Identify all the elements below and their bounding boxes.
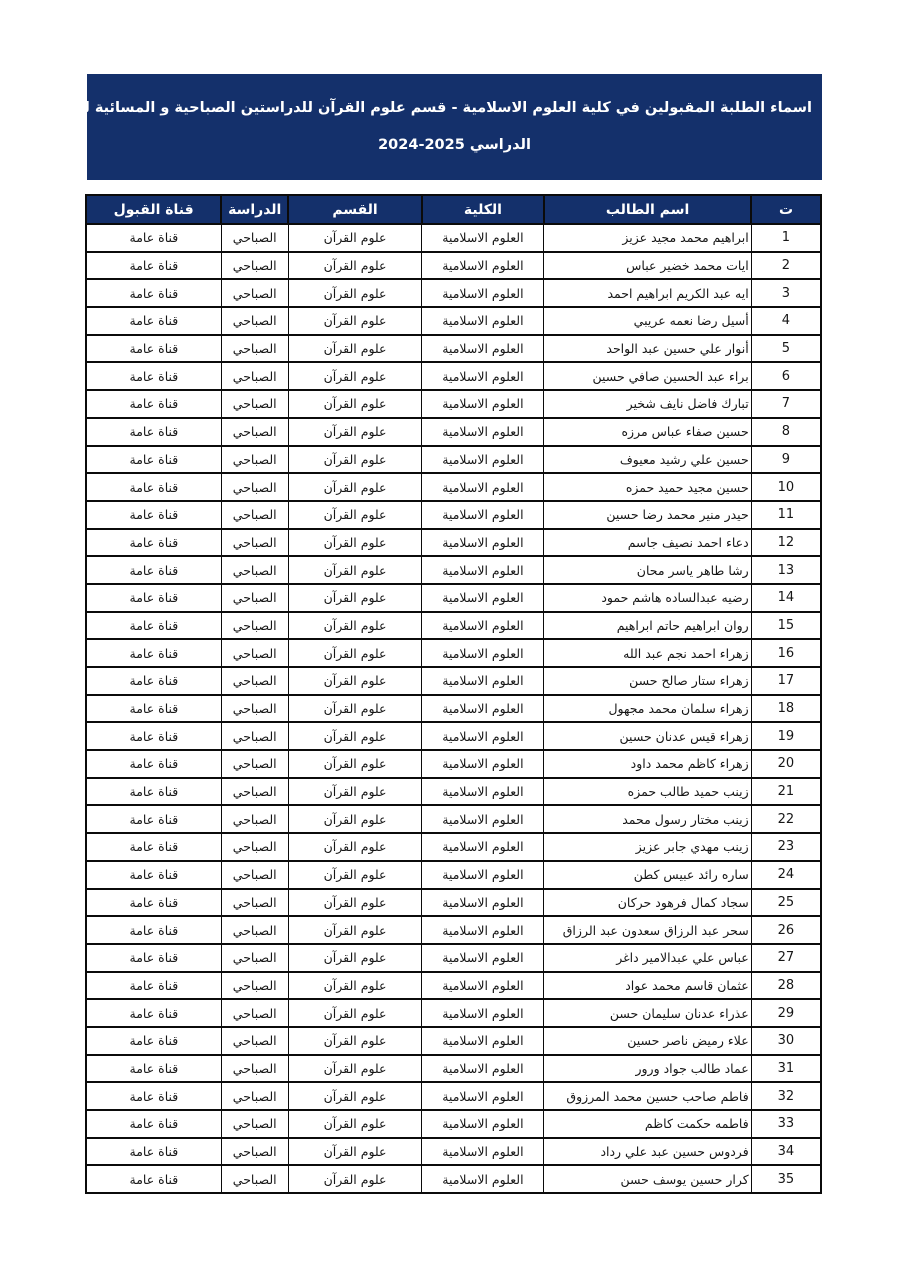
cell-no: 2 (751, 252, 821, 280)
cell-study: الصباحي (221, 833, 288, 861)
cell-dept: علوم القرآن (288, 972, 422, 1000)
cell-channel: قناة عامة (86, 695, 221, 723)
cell-study: الصباحي (221, 667, 288, 695)
table-row (86, 556, 821, 584)
table-row (86, 722, 821, 750)
cell-dept: علوم القرآن (288, 667, 422, 695)
cell-dept: علوم القرآن (288, 1055, 422, 1083)
cell-name: رضيه عبدالساده هاشم حمود (544, 584, 751, 612)
cell-no: 32 (751, 1082, 821, 1110)
cell-dept: علوم القرآن (288, 252, 422, 280)
cell-college: العلوم الاسلامية (422, 279, 544, 307)
cell-college: العلوم الاسلامية (422, 861, 544, 889)
cell-college: العلوم الاسلامية (422, 1165, 544, 1193)
cell-study: الصباحي (221, 1165, 288, 1193)
table-row (86, 972, 821, 1000)
cell-name: زهراء قيس عدنان حسين (544, 722, 751, 750)
cell-name: دعاء احمد نصيف جاسم (544, 529, 751, 557)
cell-no: 7 (751, 390, 821, 418)
cell-dept: علوم القرآن (288, 889, 422, 917)
table-row (86, 916, 821, 944)
cell-name: حيدر منير محمد رضا حسين (544, 501, 751, 529)
cell-channel: قناة عامة (86, 362, 221, 390)
cell-name: رشا طاهر ياسر محان (544, 556, 751, 584)
table-row (86, 224, 821, 252)
cell-name: زينب مختار رسول محمد (544, 805, 751, 833)
cell-name: سجاد كمال فرهود حركان (544, 889, 751, 917)
cell-name: علاء رميض ناصر حسين (544, 1027, 751, 1055)
cell-no: 14 (751, 584, 821, 612)
cell-study: الصباحي (221, 722, 288, 750)
cell-name: كرار حسين يوسف حسن (544, 1165, 751, 1193)
table-row (86, 529, 821, 557)
cell-study: الصباحي (221, 279, 288, 307)
cell-study: الصباحي (221, 362, 288, 390)
cell-study: الصباحي (221, 1138, 288, 1166)
cell-name: حسين مجيد حميد حمزه (544, 473, 751, 501)
cell-channel: قناة عامة (86, 999, 221, 1027)
table-row (86, 639, 821, 667)
cell-dept: علوم القرآن (288, 722, 422, 750)
table-row (86, 695, 821, 723)
cell-channel: قناة عامة (86, 944, 221, 972)
table-row (86, 944, 821, 972)
cell-study: الصباحي (221, 418, 288, 446)
cell-name: عباس علي عبدالامير داغر (544, 944, 751, 972)
cell-channel: قناة عامة (86, 1027, 221, 1055)
cell-college: العلوم الاسلامية (422, 778, 544, 806)
cell-name: ساره رائد عبيس كطن (544, 861, 751, 889)
column-header-college: الكلية (422, 195, 544, 224)
cell-college: العلوم الاسلامية (422, 999, 544, 1027)
table-row (86, 750, 821, 778)
cell-college: العلوم الاسلامية (422, 833, 544, 861)
cell-name: فاطم صاحب حسين محمد المرزوق (544, 1082, 751, 1110)
cell-dept: علوم القرآن (288, 307, 422, 335)
table-row (86, 279, 821, 307)
document-title-line-1: اسماء الطلبة المقبولين في كلية العلوم الاسلامية - قسم علوم القرآن للدراستين الصباحية و المسائية للعام (54, 100, 812, 116)
cell-study: الصباحي (221, 612, 288, 640)
cell-name: زهراء ستار صالح حسن (544, 667, 751, 695)
cell-no: 18 (751, 695, 821, 723)
table-row (86, 362, 821, 390)
cell-study: الصباحي (221, 778, 288, 806)
cell-study: الصباحي (221, 1082, 288, 1110)
cell-name: عماد طالب جواد ورور (544, 1055, 751, 1083)
cell-study: الصباحي (221, 999, 288, 1027)
cell-college: العلوم الاسلامية (422, 972, 544, 1000)
cell-study: الصباحي (221, 916, 288, 944)
cell-channel: قناة عامة (86, 1165, 221, 1193)
table-row (86, 999, 821, 1027)
cell-no: 30 (751, 1027, 821, 1055)
cell-college: العلوم الاسلامية (422, 529, 544, 557)
cell-no: 12 (751, 529, 821, 557)
cell-no: 20 (751, 750, 821, 778)
cell-dept: علوم القرآن (288, 335, 422, 363)
table-row (86, 889, 821, 917)
column-header-study: الدراسة (221, 195, 288, 224)
cell-college: العلوم الاسلامية (422, 1082, 544, 1110)
cell-dept: علوم القرآن (288, 1082, 422, 1110)
cell-dept: علوم القرآن (288, 446, 422, 474)
cell-name: ابراهيم محمد مجيد عزيز (544, 224, 751, 252)
cell-college: العلوم الاسلامية (422, 805, 544, 833)
cell-channel: قناة عامة (86, 861, 221, 889)
cell-study: الصباحي (221, 473, 288, 501)
cell-no: 23 (751, 833, 821, 861)
cell-dept: علوم القرآن (288, 1027, 422, 1055)
cell-channel: قناة عامة (86, 279, 221, 307)
cell-college: العلوم الاسلامية (422, 1110, 544, 1138)
cell-college: العلوم الاسلامية (422, 252, 544, 280)
cell-no: 10 (751, 473, 821, 501)
cell-no: 21 (751, 778, 821, 806)
cell-no: 4 (751, 307, 821, 335)
cell-name: براء عبد الحسين صافي حسين (544, 362, 751, 390)
cell-college: العلوم الاسلامية (422, 889, 544, 917)
cell-study: الصباحي (221, 944, 288, 972)
cell-channel: قناة عامة (86, 833, 221, 861)
cell-no: 27 (751, 944, 821, 972)
table-row (86, 335, 821, 363)
table-row (86, 833, 821, 861)
table-row (86, 390, 821, 418)
cell-channel: قناة عامة (86, 1138, 221, 1166)
table-row (86, 446, 821, 474)
cell-dept: علوم القرآن (288, 362, 422, 390)
cell-no: 1 (751, 224, 821, 252)
cell-channel: قناة عامة (86, 722, 221, 750)
table-row (86, 861, 821, 889)
cell-no: 16 (751, 639, 821, 667)
cell-study: الصباحي (221, 889, 288, 917)
cell-no: 25 (751, 889, 821, 917)
cell-no: 22 (751, 805, 821, 833)
cell-name: حسين علي رشيد معيوف (544, 446, 751, 474)
table-row (86, 805, 821, 833)
table-row (86, 1082, 821, 1110)
cell-dept: علوم القرآن (288, 584, 422, 612)
cell-dept: علوم القرآن (288, 1165, 422, 1193)
cell-study: الصباحي (221, 307, 288, 335)
cell-name: زينب مهدي جابر عزيز (544, 833, 751, 861)
cell-channel: قناة عامة (86, 667, 221, 695)
cell-no: 17 (751, 667, 821, 695)
cell-name: زهراء احمد نجم عبد الله (544, 639, 751, 667)
cell-name: روان ابراهيم حاتم ابراهيم (544, 612, 751, 640)
document-title-line-2: الدراسي 2025-2024 (378, 137, 531, 153)
cell-dept: علوم القرآن (288, 639, 422, 667)
cell-dept: علوم القرآن (288, 944, 422, 972)
cell-dept: علوم القرآن (288, 529, 422, 557)
cell-dept: علوم القرآن (288, 390, 422, 418)
cell-dept: علوم القرآن (288, 778, 422, 806)
cell-college: العلوم الاسلامية (422, 612, 544, 640)
cell-no: 8 (751, 418, 821, 446)
cell-study: الصباحي (221, 972, 288, 1000)
cell-channel: قناة عامة (86, 529, 221, 557)
cell-no: 6 (751, 362, 821, 390)
cell-channel: قناة عامة (86, 473, 221, 501)
cell-study: الصباحي (221, 695, 288, 723)
cell-dept: علوم القرآن (288, 612, 422, 640)
cell-name: زهراء سلمان محمد مجهول (544, 695, 751, 723)
cell-study: الصباحي (221, 335, 288, 363)
cell-name: ايات محمد خضير عباس (544, 252, 751, 280)
cell-no: 15 (751, 612, 821, 640)
cell-study: الصباحي (221, 501, 288, 529)
cell-study: الصباحي (221, 639, 288, 667)
cell-no: 26 (751, 916, 821, 944)
cell-college: العلوم الاسلامية (422, 639, 544, 667)
cell-college: العلوم الاسلامية (422, 944, 544, 972)
cell-channel: قناة عامة (86, 390, 221, 418)
table-row (86, 501, 821, 529)
cell-dept: علوم القرآن (288, 695, 422, 723)
cell-college: العلوم الاسلامية (422, 362, 544, 390)
cell-study: الصباحي (221, 861, 288, 889)
cell-no: 29 (751, 999, 821, 1027)
cell-channel: قناة عامة (86, 916, 221, 944)
cell-dept: علوم القرآن (288, 1138, 422, 1166)
table-row (86, 1138, 821, 1166)
table-row (86, 1027, 821, 1055)
cell-dept: علوم القرآن (288, 224, 422, 252)
cell-college: العلوم الاسلامية (422, 501, 544, 529)
table-row (86, 1165, 821, 1193)
cell-no: 9 (751, 446, 821, 474)
cell-channel: قناة عامة (86, 418, 221, 446)
cell-college: العلوم الاسلامية (422, 335, 544, 363)
cell-college: العلوم الاسلامية (422, 418, 544, 446)
cell-name: حسين صفاء عباس مرزه (544, 418, 751, 446)
cell-no: 13 (751, 556, 821, 584)
cell-channel: قناة عامة (86, 335, 221, 363)
title-table-gap (87, 180, 822, 194)
cell-no: 5 (751, 335, 821, 363)
table-row (86, 1055, 821, 1083)
table-row (86, 418, 821, 446)
cell-dept: علوم القرآن (288, 805, 422, 833)
cell-dept: علوم القرآن (288, 556, 422, 584)
roster-body (86, 224, 821, 1193)
cell-study: الصباحي (221, 529, 288, 557)
cell-channel: قناة عامة (86, 612, 221, 640)
cell-dept: علوم القرآن (288, 418, 422, 446)
cell-channel: قناة عامة (86, 778, 221, 806)
cell-name: عثمان قاسم محمد عواد (544, 972, 751, 1000)
cell-name: تبارك فاضل نايف شخير (544, 390, 751, 418)
cell-study: الصباحي (221, 1027, 288, 1055)
table-row (86, 1110, 821, 1138)
cell-dept: علوم القرآن (288, 279, 422, 307)
table-row (86, 667, 821, 695)
cell-no: 33 (751, 1110, 821, 1138)
cell-college: العلوم الاسلامية (422, 916, 544, 944)
table-row (86, 307, 821, 335)
cell-dept: علوم القرآن (288, 861, 422, 889)
cell-name: سحر عبد الرزاق سعدون عبد الرزاق (544, 916, 751, 944)
column-header-no: ت (751, 195, 821, 224)
cell-study: الصباحي (221, 1055, 288, 1083)
cell-no: 11 (751, 501, 821, 529)
cell-channel: قناة عامة (86, 805, 221, 833)
cell-dept: علوم القرآن (288, 833, 422, 861)
cell-channel: قناة عامة (86, 1110, 221, 1138)
cell-study: الصباحي (221, 750, 288, 778)
cell-channel: قناة عامة (86, 446, 221, 474)
table-row (86, 612, 821, 640)
table-header-row (86, 195, 821, 224)
student-roster-document (54, 74, 822, 1194)
cell-college: العلوم الاسلامية (422, 667, 544, 695)
cell-no: 19 (751, 722, 821, 750)
cell-no: 3 (751, 279, 821, 307)
cell-college: العلوم الاسلامية (422, 584, 544, 612)
cell-study: الصباحي (221, 390, 288, 418)
column-header-dept: القسم (288, 195, 422, 224)
cell-college: العلوم الاسلامية (422, 556, 544, 584)
cell-channel: قناة عامة (86, 501, 221, 529)
cell-name: زهراء كاظم محمد داود (544, 750, 751, 778)
document-title-block (54, 74, 822, 180)
table-row (86, 473, 821, 501)
cell-channel: قناة عامة (86, 224, 221, 252)
cell-name: أسيل رضا نعمه عريبي (544, 307, 751, 335)
cell-no: 34 (751, 1138, 821, 1166)
cell-study: الصباحي (221, 224, 288, 252)
column-header-channel: قناة القبول (86, 195, 221, 224)
cell-dept: علوم القرآن (288, 1110, 422, 1138)
cell-college: العلوم الاسلامية (422, 446, 544, 474)
cell-college: العلوم الاسلامية (422, 224, 544, 252)
table-row (86, 584, 821, 612)
cell-name: زينب حميد طالب حمزه (544, 778, 751, 806)
table-row (86, 778, 821, 806)
cell-study: الصباحي (221, 805, 288, 833)
cell-name: فاطمه حكمت كاظم (544, 1110, 751, 1138)
cell-dept: علوم القرآن (288, 501, 422, 529)
cell-channel: قناة عامة (86, 1082, 221, 1110)
cell-college: العلوم الاسلامية (422, 1138, 544, 1166)
cell-dept: علوم القرآن (288, 916, 422, 944)
cell-channel: قناة عامة (86, 307, 221, 335)
cell-study: الصباحي (221, 1110, 288, 1138)
table-row (86, 252, 821, 280)
accepted-students-table (85, 194, 822, 1194)
cell-channel: قناة عامة (86, 252, 221, 280)
cell-dept: علوم القرآن (288, 750, 422, 778)
cell-channel: قناة عامة (86, 1055, 221, 1083)
cell-channel: قناة عامة (86, 556, 221, 584)
cell-college: العلوم الاسلامية (422, 722, 544, 750)
cell-channel: قناة عامة (86, 972, 221, 1000)
cell-college: العلوم الاسلامية (422, 1027, 544, 1055)
cell-name: أنوار علي حسين عبد الواحد (544, 335, 751, 363)
cell-study: الصباحي (221, 584, 288, 612)
cell-name: عذراء عدنان سليمان حسن (544, 999, 751, 1027)
cell-channel: قناة عامة (86, 639, 221, 667)
cell-no: 24 (751, 861, 821, 889)
cell-no: 35 (751, 1165, 821, 1193)
cell-channel: قناة عامة (86, 889, 221, 917)
cell-college: العلوم الاسلامية (422, 750, 544, 778)
cell-college: العلوم الاسلامية (422, 695, 544, 723)
cell-no: 31 (751, 1055, 821, 1083)
cell-study: الصباحي (221, 556, 288, 584)
cell-study: الصباحي (221, 446, 288, 474)
cell-name: فردوس حسين عبد علي رداد (544, 1138, 751, 1166)
column-header-name: اسم الطالب (544, 195, 751, 224)
cell-channel: قناة عامة (86, 584, 221, 612)
cell-name: ايه عبد الكريم ابراهيم احمد (544, 279, 751, 307)
cell-channel: قناة عامة (86, 750, 221, 778)
cell-dept: علوم القرآن (288, 473, 422, 501)
cell-study: الصباحي (221, 252, 288, 280)
cell-dept: علوم القرآن (288, 999, 422, 1027)
cell-college: العلوم الاسلامية (422, 1055, 544, 1083)
cell-college: العلوم الاسلامية (422, 390, 544, 418)
cell-college: العلوم الاسلامية (422, 307, 544, 335)
cell-no: 28 (751, 972, 821, 1000)
cell-college: العلوم الاسلامية (422, 473, 544, 501)
